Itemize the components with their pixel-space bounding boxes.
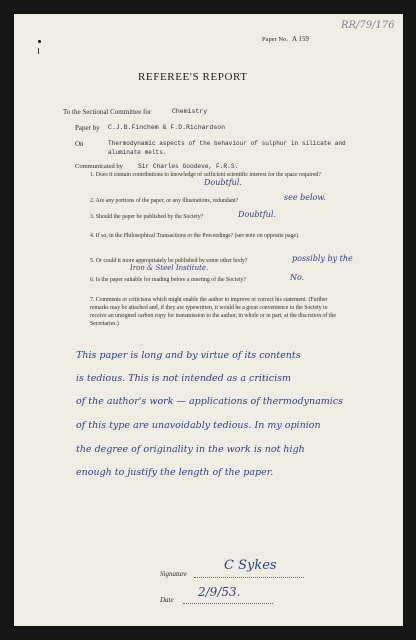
committee-value: Chemistry: [172, 108, 208, 115]
answer-2: see below.: [284, 193, 326, 202]
question-6: 6. Is the paper suitable for reading before a meeting of the Society?: [90, 277, 246, 283]
paper-by-value: C.J.B.Finchem & F.D.Richardson: [108, 124, 226, 131]
report-title: REFEREE'S REPORT: [138, 71, 248, 83]
question-7: 7. Comments or criticisms which might enable the author to improve or correct his statement. (Further remarks may be attached and, if they are typewritten, it would be a great convenience to the Society to receive an unsigned carbon copy for transmission to the author, in whole or in part, at the discretion of the Secretaries.): [90, 297, 336, 327]
signature-value: C Sykes: [224, 558, 277, 573]
date-value: 2/9/53.: [198, 585, 241, 599]
answer-1: Doubtful.: [204, 178, 242, 187]
answer-5b: Iron & Steel Institute.: [130, 264, 209, 272]
punch-mark: [38, 40, 41, 43]
on-value-line2: aluminate melts.: [108, 149, 167, 156]
date-line: [183, 603, 273, 604]
comment-line-4: of this type are unavoidably tedious. In my opinion: [76, 420, 321, 431]
question-3: 3. Should the paper be published by the Society?: [90, 214, 204, 220]
communicated-value: Sir Charles Goodeve, F.R.S.: [138, 163, 239, 170]
answer-5a: possibly by the: [292, 254, 353, 263]
committee-label: To the Sectional Committee for: [63, 108, 152, 116]
date-label: Date: [160, 596, 174, 604]
signature-line: [194, 577, 304, 578]
comment-line-6: enough to justify the length of the paper.: [76, 467, 274, 478]
question-1: 1. Does it contain contributions to knowledge of sufficient scientific interest for the space required?: [90, 172, 321, 178]
question-2: 2. Are any portions of the paper, or any illustrations, redundant?: [90, 198, 239, 204]
on-value-line1: Thermodynamic aspects of the behaviour of sulphur in silicate and: [108, 140, 346, 147]
answer-6: No.: [290, 273, 305, 282]
paper-no-value: A 159: [292, 35, 309, 43]
comment-line-2: is tedious. This is not intended as a criticism: [76, 373, 292, 384]
question-4: 4. If so, in the Philosophical Transactions or the Proceedings? (see note on opposite page).: [90, 233, 300, 239]
signature-label: Signature: [160, 570, 187, 578]
comment-line-1: This paper is long and by virtue of its contents: [76, 350, 301, 361]
question-5: 5. Or could it more appropriately be published by some other body?: [90, 258, 248, 264]
archive-reference: RR/79/176: [341, 20, 395, 31]
communicated-label: Communicated by: [75, 163, 123, 170]
punch-mark-tail: [38, 48, 39, 54]
comment-line-5: the degree of originality in the work is not high: [76, 444, 305, 455]
answer-3: Doubtful.: [238, 210, 276, 219]
comment-line-3: of the author's work — applications of thermodynamics: [76, 396, 344, 407]
on-label: On: [75, 140, 84, 148]
paper-by-label: Paper by: [75, 124, 100, 132]
paper-no-label: Paper No.: [262, 36, 288, 43]
